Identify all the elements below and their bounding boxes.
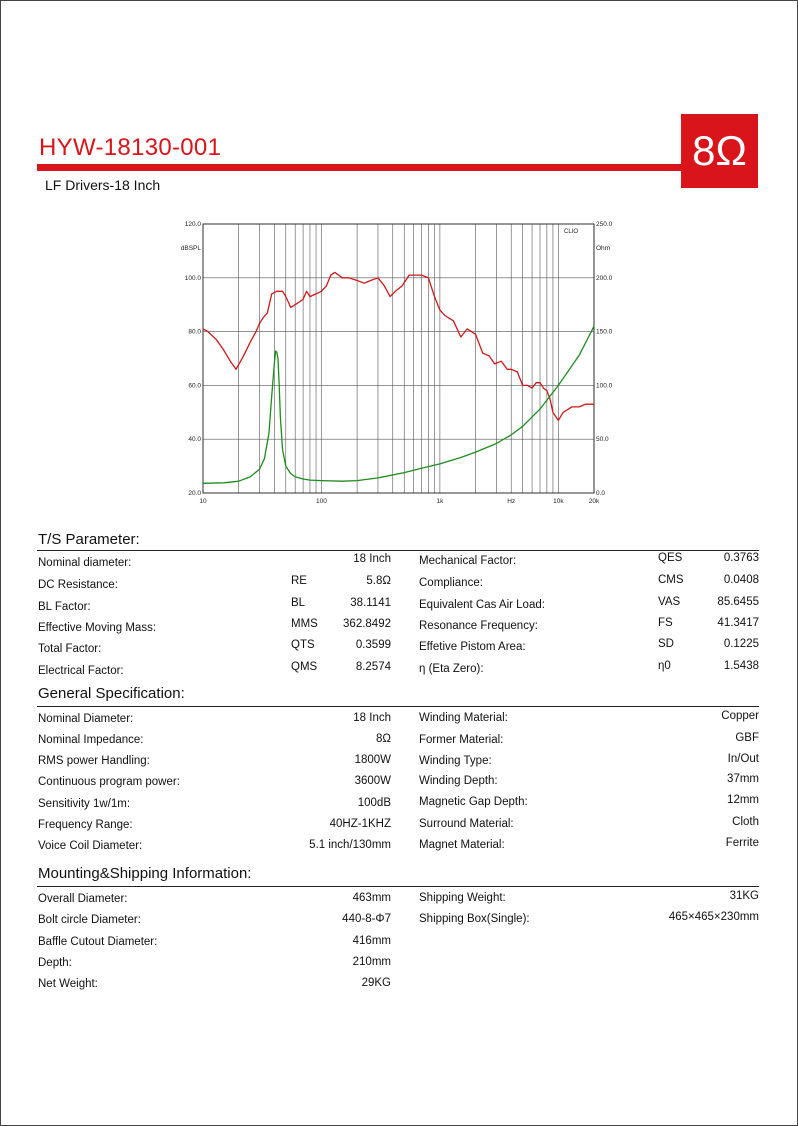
spec-value: 210mm bbox=[352, 956, 391, 968]
spec-label: Voice Coil Diameter: bbox=[38, 840, 143, 852]
model-number: HYW-18130-001 bbox=[39, 134, 222, 161]
ts-value: 8.2574 bbox=[355, 661, 391, 673]
spec-label: Shipping Weight: bbox=[419, 892, 506, 904]
x-tick-label: 20k bbox=[588, 498, 600, 505]
ts-symbol: SD bbox=[658, 638, 674, 650]
y-right-tick-label: 150.0 bbox=[596, 328, 613, 336]
ts-label: η (Eta Zero): bbox=[419, 663, 484, 675]
spec-value: 8Ω bbox=[376, 733, 391, 745]
ts-symbol: VAS bbox=[658, 596, 681, 608]
spec-label: Bolt circle Diameter: bbox=[38, 914, 141, 926]
x-tick-label: 10 bbox=[199, 498, 207, 505]
ts-label: Effetive Pistom Area: bbox=[419, 641, 526, 653]
x-tick-label: 100 bbox=[316, 498, 327, 505]
spec-value: Copper bbox=[721, 710, 759, 722]
spec-value: Cloth bbox=[732, 816, 759, 828]
ts-symbol: η0 bbox=[658, 660, 671, 672]
y-left-tick-label: 20.0 bbox=[188, 490, 201, 497]
ts-label: Compliance: bbox=[419, 577, 483, 589]
spec-value: 465×465×230mm bbox=[668, 911, 759, 923]
spec-label: Nominal Diameter: bbox=[38, 713, 134, 725]
ts-value: 1.5438 bbox=[723, 660, 759, 672]
y-left-tick-label: 80.0 bbox=[188, 328, 201, 336]
x-tick-label: 1k bbox=[436, 498, 444, 505]
header-red-bar bbox=[37, 164, 681, 171]
mounting-section-title: Mounting&Shipping Information: bbox=[38, 865, 252, 882]
impedance-badge: 8Ω bbox=[681, 114, 758, 188]
spec-label: Magnet Material: bbox=[419, 839, 505, 851]
ts-label: BL Factor: bbox=[38, 601, 91, 613]
spec-label: Net Weight: bbox=[38, 978, 98, 990]
spec-value: 1800W bbox=[354, 754, 391, 766]
ts-label: Electrical Factor: bbox=[38, 665, 124, 677]
ts-symbol: QMS bbox=[291, 661, 318, 673]
ts-label: Effective Moving Mass: bbox=[38, 622, 157, 634]
general-section-title: General Specification: bbox=[38, 685, 185, 702]
x-tick-label: Hz bbox=[507, 498, 516, 505]
frequency-response-chart bbox=[180, 216, 613, 511]
ts-value: 362.8492 bbox=[343, 618, 391, 630]
spec-label: Winding Type: bbox=[419, 755, 492, 767]
spec-value: 31KG bbox=[729, 890, 759, 902]
general-section-divider bbox=[37, 706, 759, 707]
y-right-axis-label: Ohm bbox=[596, 245, 611, 252]
chart-brand-label: CLIO bbox=[564, 229, 579, 235]
ts-value: 41.3417 bbox=[717, 617, 759, 629]
ts-label: Mechanical Factor: bbox=[419, 555, 517, 567]
ts-value: 38.1141 bbox=[350, 597, 391, 609]
y-right-tick-label: 250.0 bbox=[596, 221, 613, 228]
spec-label: Former Material: bbox=[419, 734, 504, 746]
spec-value: GBF bbox=[735, 732, 759, 744]
y-right-tick-label: 0.0 bbox=[596, 490, 606, 497]
y-right-tick-label: 200.0 bbox=[596, 274, 613, 282]
ts-label: Total Factor: bbox=[38, 643, 102, 655]
spec-label: Winding Material: bbox=[419, 712, 508, 724]
ts-value: 85.6455 bbox=[717, 596, 759, 608]
spec-label: Surround Material: bbox=[419, 818, 514, 830]
spec-label: Overall Diameter: bbox=[38, 893, 128, 905]
spec-label: Winding Depth: bbox=[419, 775, 498, 787]
spec-label: Magnetic Gap Depth: bbox=[419, 796, 528, 808]
spec-value: 5.1 inch/130mm bbox=[309, 839, 391, 851]
spec-label: Shipping Box(Single): bbox=[419, 913, 530, 925]
ts-label: Equivalent Cas Air Load: bbox=[419, 599, 545, 611]
ts-symbol: QES bbox=[658, 552, 683, 564]
product-subtitle: LF Drivers-18 Inch bbox=[45, 177, 161, 193]
spec-value: Ferrite bbox=[725, 837, 759, 849]
ts-section-title: T/S Parameter: bbox=[38, 531, 140, 548]
spec-value: 100dB bbox=[357, 797, 391, 809]
plot-border bbox=[203, 224, 594, 493]
impedance-curve bbox=[203, 326, 594, 483]
ts-value: 0.3599 bbox=[355, 639, 391, 651]
spec-value: 18 Inch bbox=[353, 712, 391, 724]
spec-value: 416mm bbox=[352, 935, 391, 947]
spec-value: 440-8-Φ7 bbox=[342, 913, 391, 925]
ts-symbol: FS bbox=[658, 617, 673, 629]
ts-label: DC Resistance: bbox=[38, 579, 118, 591]
ts-value: 0.1225 bbox=[723, 638, 759, 650]
spec-value: In/Out bbox=[727, 753, 759, 765]
y-left-axis-label: dBSPL bbox=[180, 245, 201, 252]
spec-value: 29KG bbox=[361, 977, 391, 989]
ts-value: 5.8Ω bbox=[366, 575, 391, 587]
spec-label: Depth: bbox=[38, 957, 72, 969]
y-left-tick-label: 100.0 bbox=[184, 274, 201, 282]
ts-symbol: MMS bbox=[291, 618, 318, 630]
spec-value: 463mm bbox=[352, 892, 391, 904]
y-right-tick-label: 50.0 bbox=[596, 436, 609, 444]
ts-value: 18 Inch bbox=[353, 553, 391, 565]
y-left-tick-label: 120.0 bbox=[184, 221, 201, 228]
ts-symbol: CMS bbox=[658, 574, 684, 586]
spec-value: 3600W bbox=[354, 775, 391, 787]
spec-label: Baffle Cutout Diameter: bbox=[38, 936, 158, 948]
spec-value: 40HZ-1KHZ bbox=[329, 818, 391, 830]
spec-label: Sensitivity 1w/1m: bbox=[38, 798, 131, 810]
y-left-tick-label: 60.0 bbox=[188, 382, 201, 390]
spec-label: RMS power Handling: bbox=[38, 755, 150, 767]
ts-label: Nominal diameter: bbox=[38, 557, 132, 569]
ts-symbol: QTS bbox=[291, 639, 315, 651]
y-left-tick-label: 40.0 bbox=[188, 436, 201, 444]
ts-section-divider bbox=[37, 550, 759, 551]
spec-label: Frequency Range: bbox=[38, 819, 133, 831]
x-tick-label: 10k bbox=[553, 498, 564, 505]
spec-label: Nominal Impedance: bbox=[38, 734, 144, 746]
ts-label: Resonance Frequency: bbox=[419, 620, 538, 632]
ts-symbol: RE bbox=[291, 575, 307, 587]
spec-value: 12mm bbox=[727, 794, 759, 806]
ts-value: 0.3763 bbox=[723, 552, 759, 564]
spl-curve bbox=[203, 272, 594, 420]
mounting-section-divider bbox=[37, 886, 759, 887]
y-right-tick-label: 100.0 bbox=[596, 382, 613, 390]
spec-value: 37mm bbox=[727, 773, 759, 785]
spec-label: Continuous program power: bbox=[38, 776, 180, 788]
ts-value: 0.0408 bbox=[723, 574, 759, 586]
ts-symbol: BL bbox=[291, 597, 306, 609]
